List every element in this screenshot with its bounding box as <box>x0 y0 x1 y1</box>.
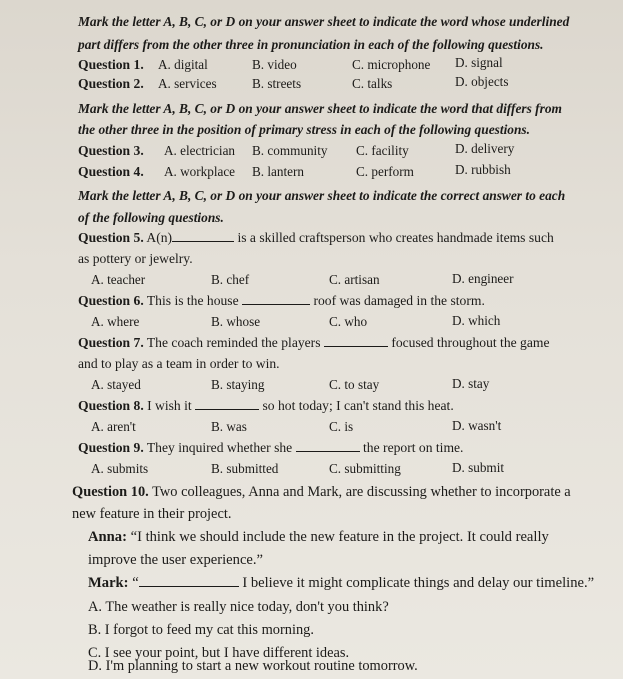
q9-stem <box>78 440 463 456</box>
q6-option-b: B. whose <box>211 314 261 329</box>
q2-option-d: D. objects <box>455 74 509 89</box>
q8-post: so hot today; I can't stand this heat. <box>262 398 454 413</box>
q3-option-c: C. facility <box>356 143 409 158</box>
q10-line2: new feature in their project. <box>72 506 232 522</box>
q10-mark-line <box>88 575 594 592</box>
q2-option-c: C. talks <box>352 76 393 91</box>
q5-line2: as pottery or jewelry. <box>78 251 193 266</box>
q3-option-b: B. community <box>252 143 328 158</box>
q10-option-a: A. The weather is really nice today, don't you think? <box>88 599 389 615</box>
q7-option-d: D. stay <box>452 376 490 391</box>
q6-option-a: A. where <box>91 314 140 329</box>
q4-option-b: B. lantern <box>252 164 305 179</box>
q6-label: Question 6. <box>78 293 144 308</box>
q10-label: Question 10. <box>72 484 149 500</box>
q8-stem <box>78 398 454 414</box>
q3-label: Question 3. <box>78 143 144 158</box>
q6-pre: This is the house <box>146 293 239 308</box>
q7-option-b: B. staying <box>211 377 265 392</box>
q7-blank <box>324 335 388 347</box>
q9-option-a: A. submits <box>91 461 149 476</box>
q6-blank <box>242 293 310 305</box>
q7-label: Question 7. <box>78 335 144 350</box>
q9-post: the report on time. <box>363 440 464 455</box>
q4-option-d: D. rubbish <box>455 162 511 177</box>
q2-label: Question 2. <box>78 76 144 91</box>
q5-pre: A(n) <box>146 230 173 245</box>
q5-label: Question 5. <box>78 230 144 245</box>
q10-blank <box>139 575 239 587</box>
q7-pre: The coach reminded the players <box>146 335 321 350</box>
q8-option-c: C. is <box>329 419 354 434</box>
q10-mark-text: I believe it might complicate things and delay our timeline.” <box>242 575 595 591</box>
q10-anna-line1 <box>88 529 549 546</box>
q2-option-a: A. services <box>158 76 217 91</box>
q1-option-a: A. digital <box>158 57 208 72</box>
section2-instruction-line2: the other three in the position of primary stress in each of the following questions. <box>78 122 530 137</box>
q8-label: Question 8. <box>78 398 144 413</box>
q5-option-d: D. engineer <box>452 271 514 286</box>
q4-option-c: C. perform <box>356 164 414 179</box>
q5-option-c: C. artisan <box>329 272 380 287</box>
q1-option-c: C. microphone <box>352 57 431 72</box>
q9-option-c: C. submitting <box>329 461 401 476</box>
q6-stem <box>78 293 485 309</box>
q10-line1: Two colleagues, Anna and Mark, are discussing whether to incorporate a <box>152 484 571 500</box>
q5-blank <box>172 230 234 242</box>
q7-post: focused throughout the game <box>391 335 550 350</box>
q5-stem <box>78 230 554 246</box>
q7-option-a: A. stayed <box>91 377 141 392</box>
section2-instruction-line1: Mark the letter A, B, C, or D on your answer sheet to indicate the word that differs from <box>78 101 562 116</box>
q2-option-b: B. streets <box>252 76 302 91</box>
q10-anna-label: Anna: <box>88 529 127 545</box>
section3-instruction-line1: Mark the letter A, B, C, or D on your answer sheet to indicate the correct answer to each <box>78 188 566 203</box>
q8-blank <box>195 398 259 410</box>
q6-option-d: D. which <box>452 313 501 328</box>
q8-pre: I wish it <box>147 398 192 413</box>
q4-option-a: A. workplace <box>164 164 236 179</box>
q8-option-a: A. aren't <box>91 419 136 434</box>
q10-anna-text1: “I think we should include the new feature in the project. It could really <box>130 529 549 545</box>
q9-option-b: B. submitted <box>211 461 279 476</box>
q10-mark-label: Mark: <box>88 575 129 591</box>
q10-option-d: D. I'm planning to start a new workout routine tomorrow. <box>88 658 418 674</box>
q1-option-b: B. video <box>252 57 297 72</box>
q8-option-d: D. wasn't <box>452 418 502 433</box>
q6-option-c: C. who <box>329 314 368 329</box>
q5-post: is a skilled craftsperson who creates handmade items such <box>237 230 554 245</box>
q9-option-d: D. submit <box>452 460 505 475</box>
q9-pre: They inquired whether she <box>146 440 293 455</box>
q7-option-c: C. to stay <box>329 377 380 392</box>
q8-option-b: B. was <box>211 419 247 434</box>
q10-stem <box>72 484 571 501</box>
q3-option-d: D. delivery <box>455 141 515 156</box>
q10-option-b: B. I forgot to feed my cat this morning. <box>88 622 314 638</box>
q1-label: Question 1. <box>78 57 144 72</box>
q7-stem <box>78 335 550 351</box>
q10-option-c: C. I see your point, but I have different ideas. <box>88 645 350 661</box>
section3-instruction-line2: of the following questions. <box>78 210 224 225</box>
q5-option-a: A. teacher <box>91 272 146 287</box>
q9-label: Question 9. <box>78 440 144 455</box>
section1-instruction-line2: part differs from the other three in pronunciation in each of the following questions. <box>78 37 544 52</box>
section1-instruction-line1: Mark the letter A, B, C, or D on your answer sheet to indicate the word whose underlined <box>78 14 570 29</box>
q5-option-b: B. chef <box>211 272 250 287</box>
q10-mark-open-quote: “ <box>132 575 139 591</box>
q1-option-d: D. signal <box>455 55 503 70</box>
q9-blank <box>296 440 360 452</box>
q3-option-a: A. electrician <box>164 143 236 158</box>
q6-post: roof was damaged in the storm. <box>313 293 485 308</box>
q10-anna-line2: improve the user experience.” <box>88 552 264 568</box>
q4-label: Question 4. <box>78 164 144 179</box>
q7-line2: and to play as a team in order to win. <box>78 356 280 371</box>
